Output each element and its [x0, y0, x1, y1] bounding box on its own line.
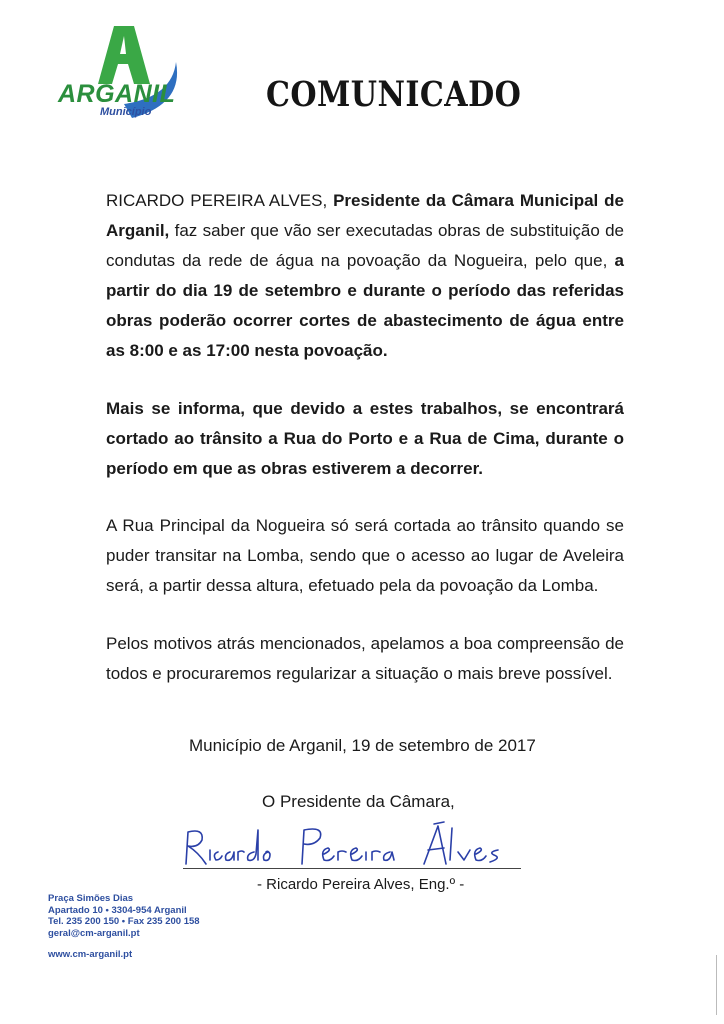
p1-text-2: faz saber que vão ser executadas obras de substituição de condutas da rede de água na povoação da Nogueira, pelo que, [106, 221, 624, 270]
paragraph-1 [106, 186, 624, 366]
signature-line [183, 868, 521, 869]
paragraph-3: A Rua Principal da Nogueira só será cortada ao trânsito quando se puder transitar na Lomba, sendo que o acesso ao lugar de Aveleira será, a partir dessa altura, efetuado pela da povoação da Lomba. [106, 516, 624, 595]
paragraph-4: Pelos motivos atrás mencionados, apelamos a boa compreensão de todos e procuraremos regularizar a situação o mais breve possível. [106, 634, 624, 683]
arganil-logo [52, 22, 192, 132]
p1-bold-2: a partir do dia 19 de setembro e durante o período das referidas obras poderão ocorrer cortes de abastecimento de água entre as 8:00 e as 17:00 nesta povoação. [106, 251, 624, 360]
signature [176, 820, 516, 870]
page-title: COMUNICADO [266, 74, 522, 115]
p1-bold-1: Presidente da Câmara Municipal de Arganil, [106, 191, 625, 240]
p2-bold: Mais se informa, que devido a estes trabalhos, se encontrará cortado ao trânsito a Rua do Porto e a Rua de Cima, durante o período em que as obras estiverem a decorrer. [106, 399, 624, 478]
footer-address-1: Praça Simões Dias [48, 893, 134, 904]
p1-text-1: RICARDO PEREIRA ALVES, [106, 191, 334, 210]
footer-contacts [48, 893, 200, 939]
president-name: - Ricardo Pereira Alves, Eng.º - [257, 876, 465, 893]
logo-subtitle: Município [100, 106, 152, 118]
scan-edge-mark [716, 955, 717, 1015]
president-title: O Presidente da Câmara, [262, 792, 455, 811]
footer-address-2: Apartado 10 • 3304-954 Arganil [48, 904, 187, 916]
date-line: Município de Arganil, 19 de setembro de 2017 [189, 736, 536, 755]
footer-phone: Tel. 235 200 150 • Fax 235 200 158 [48, 916, 200, 927]
footer-website: www.cm-arganil.pt [48, 949, 133, 960]
logo-wordmark: ARGANIL [58, 80, 176, 108]
footer-email: geral@cm-arganil.pt [48, 927, 140, 939]
paragraph-2 [106, 394, 624, 484]
